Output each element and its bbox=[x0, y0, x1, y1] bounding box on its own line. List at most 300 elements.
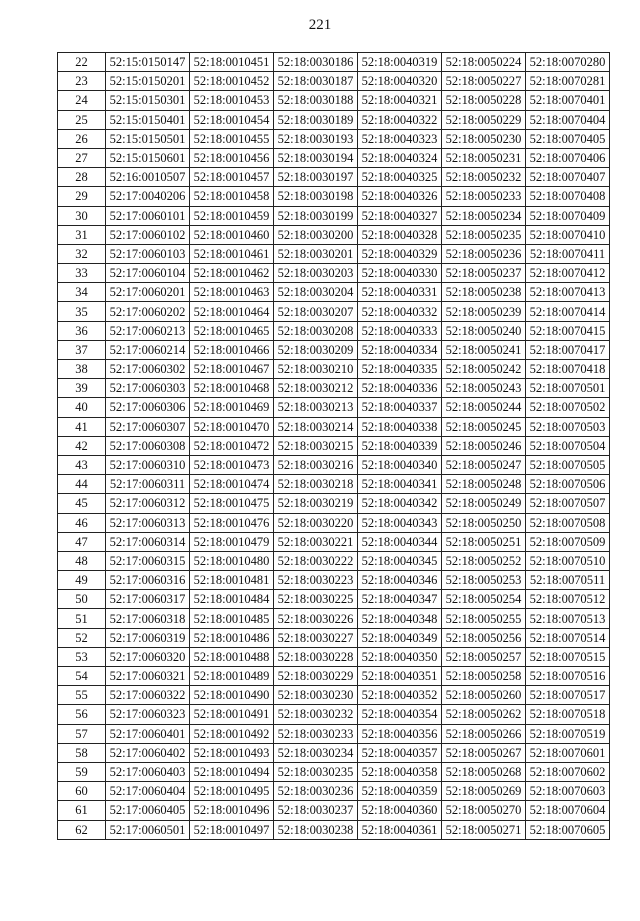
cadastral-number-cell: 52:18:0010474 bbox=[190, 475, 274, 494]
row-number-cell: 61 bbox=[58, 801, 106, 820]
cadastral-number-cell: 52:18:0040354 bbox=[358, 705, 442, 724]
row-number-cell: 52 bbox=[58, 628, 106, 647]
cadastral-number-cell: 52:18:0070601 bbox=[526, 743, 610, 762]
cadastral-number-cell: 52:18:0030215 bbox=[274, 436, 358, 455]
cadastral-number-cell: 52:18:0010469 bbox=[190, 398, 274, 417]
cadastral-number-cell: 52:18:0010488 bbox=[190, 647, 274, 666]
row-number-cell: 33 bbox=[58, 264, 106, 283]
cadastral-number-cell: 52:18:0040344 bbox=[358, 532, 442, 551]
cadastral-number-cell: 52:18:0050249 bbox=[442, 494, 526, 513]
cadastral-number-cell: 52:17:0060319 bbox=[106, 628, 190, 647]
cadastral-number-cell: 52:18:0010468 bbox=[190, 379, 274, 398]
table-row bbox=[58, 72, 610, 91]
cadastral-number-cell: 52:18:0030220 bbox=[274, 513, 358, 532]
cadastral-number-cell: 52:18:0050235 bbox=[442, 225, 526, 244]
cadastral-number-cell: 52:18:0030214 bbox=[274, 417, 358, 436]
cadastral-number-cell: 52:18:0010463 bbox=[190, 283, 274, 302]
cadastral-number-cell: 52:18:0070281 bbox=[526, 72, 610, 91]
row-number-cell: 42 bbox=[58, 436, 106, 455]
row-number-cell: 22 bbox=[58, 53, 106, 72]
cadastral-number-cell: 52:18:0030207 bbox=[274, 302, 358, 321]
cadastral-number-cell: 52:18:0040337 bbox=[358, 398, 442, 417]
row-number-cell: 47 bbox=[58, 532, 106, 551]
cadastral-number-cell: 52:18:0070415 bbox=[526, 321, 610, 340]
cadastral-number-cell: 52:18:0040320 bbox=[358, 72, 442, 91]
cadastral-number-cell: 52:18:0050271 bbox=[442, 820, 526, 839]
cadastral-number-cell: 52:18:0040323 bbox=[358, 129, 442, 148]
cadastral-table-container bbox=[57, 52, 610, 840]
cadastral-number-cell: 52:18:0070410 bbox=[526, 225, 610, 244]
table-row bbox=[58, 724, 610, 743]
cadastral-number-cell: 52:18:0040331 bbox=[358, 283, 442, 302]
cadastral-number-cell: 52:18:0030232 bbox=[274, 705, 358, 724]
row-number-cell: 36 bbox=[58, 321, 106, 340]
cadastral-number-cell: 52:18:0010472 bbox=[190, 436, 274, 455]
row-number-cell: 45 bbox=[58, 494, 106, 513]
cadastral-number-cell: 52:18:0050246 bbox=[442, 436, 526, 455]
cadastral-number-cell: 52:18:0050266 bbox=[442, 724, 526, 743]
cadastral-number-cell: 52:17:0060321 bbox=[106, 667, 190, 686]
table-row bbox=[58, 225, 610, 244]
table-row bbox=[58, 705, 610, 724]
cadastral-number-cell: 52:18:0030237 bbox=[274, 801, 358, 820]
cadastral-number-cell: 52:18:0040332 bbox=[358, 302, 442, 321]
row-number-cell: 31 bbox=[58, 225, 106, 244]
cadastral-number-cell: 52:18:0030225 bbox=[274, 590, 358, 609]
cadastral-number-cell: 52:18:0010458 bbox=[190, 187, 274, 206]
table-row bbox=[58, 820, 610, 839]
cadastral-number-cell: 52:18:0010451 bbox=[190, 53, 274, 72]
cadastral-number-cell: 52:18:0010490 bbox=[190, 686, 274, 705]
cadastral-number-cell: 52:18:0070507 bbox=[526, 494, 610, 513]
cadastral-number-cell: 52:18:0010496 bbox=[190, 801, 274, 820]
table-row bbox=[58, 647, 610, 666]
row-number-cell: 34 bbox=[58, 283, 106, 302]
row-number-cell: 39 bbox=[58, 379, 106, 398]
cadastral-number-cell: 52:18:0030228 bbox=[274, 647, 358, 666]
cadastral-number-cell: 52:18:0010491 bbox=[190, 705, 274, 724]
cadastral-number-cell: 52:18:0050232 bbox=[442, 168, 526, 187]
table-body bbox=[58, 53, 610, 840]
cadastral-number-cell: 52:18:0040349 bbox=[358, 628, 442, 647]
cadastral-number-cell: 52:18:0070280 bbox=[526, 53, 610, 72]
cadastral-number-cell: 52:18:0030221 bbox=[274, 532, 358, 551]
cadastral-number-cell: 52:18:0070508 bbox=[526, 513, 610, 532]
table-row bbox=[58, 455, 610, 474]
cadastral-number-cell: 52:17:0060318 bbox=[106, 609, 190, 628]
cadastral-number-cell: 52:18:0040340 bbox=[358, 455, 442, 474]
cadastral-number-cell: 52:17:0060202 bbox=[106, 302, 190, 321]
cadastral-number-cell: 52:17:0060317 bbox=[106, 590, 190, 609]
table-row bbox=[58, 187, 610, 206]
table-row bbox=[58, 321, 610, 340]
table-row bbox=[58, 801, 610, 820]
cadastral-number-cell: 52:17:0060103 bbox=[106, 244, 190, 263]
cadastral-number-cell: 52:18:0050252 bbox=[442, 551, 526, 570]
cadastral-number-cell: 52:18:0070513 bbox=[526, 609, 610, 628]
table-row bbox=[58, 551, 610, 570]
cadastral-number-cell: 52:18:0070404 bbox=[526, 110, 610, 129]
cadastral-number-cell: 52:18:0010481 bbox=[190, 571, 274, 590]
cadastral-number-cell: 52:18:0070414 bbox=[526, 302, 610, 321]
row-number-cell: 59 bbox=[58, 762, 106, 781]
cadastral-number-cell: 52:18:0010467 bbox=[190, 360, 274, 379]
cadastral-number-cell: 52:18:0030219 bbox=[274, 494, 358, 513]
cadastral-number-cell: 52:18:0040325 bbox=[358, 168, 442, 187]
cadastral-number-cell: 52:16:0010507 bbox=[106, 168, 190, 187]
cadastral-number-cell: 52:17:0060322 bbox=[106, 686, 190, 705]
cadastral-number-cell: 52:18:0070505 bbox=[526, 455, 610, 474]
cadastral-number-cell: 52:18:0030201 bbox=[274, 244, 358, 263]
cadastral-number-cell: 52:18:0050243 bbox=[442, 379, 526, 398]
cadastral-number-cell: 52:18:0030187 bbox=[274, 72, 358, 91]
cadastral-number-cell: 52:18:0070515 bbox=[526, 647, 610, 666]
cadastral-number-cell: 52:18:0040348 bbox=[358, 609, 442, 628]
cadastral-number-cell: 52:18:0050237 bbox=[442, 264, 526, 283]
cadastral-number-cell: 52:18:0070502 bbox=[526, 398, 610, 417]
cadastral-number-cell: 52:15:0150401 bbox=[106, 110, 190, 129]
cadastral-number-cell: 52:18:0040324 bbox=[358, 148, 442, 167]
row-number-cell: 55 bbox=[58, 686, 106, 705]
cadastral-number-cell: 52:18:0010470 bbox=[190, 417, 274, 436]
cadastral-number-cell: 52:18:0070504 bbox=[526, 436, 610, 455]
cadastral-number-cell: 52:18:0030234 bbox=[274, 743, 358, 762]
table-row bbox=[58, 206, 610, 225]
cadastral-number-cell: 52:18:0030212 bbox=[274, 379, 358, 398]
row-number-cell: 50 bbox=[58, 590, 106, 609]
cadastral-number-cell: 52:18:0040351 bbox=[358, 667, 442, 686]
cadastral-number-cell: 52:18:0070605 bbox=[526, 820, 610, 839]
row-number-cell: 28 bbox=[58, 168, 106, 187]
cadastral-number-cell: 52:17:0060307 bbox=[106, 417, 190, 436]
cadastral-number-cell: 52:18:0010486 bbox=[190, 628, 274, 647]
cadastral-number-cell: 52:17:0060214 bbox=[106, 340, 190, 359]
cadastral-number-cell: 52:18:0030235 bbox=[274, 762, 358, 781]
cadastral-number-cell: 52:17:0060101 bbox=[106, 206, 190, 225]
cadastral-number-cell: 52:18:0030210 bbox=[274, 360, 358, 379]
cadastral-number-cell: 52:18:0010476 bbox=[190, 513, 274, 532]
cadastral-number-cell: 52:18:0050256 bbox=[442, 628, 526, 647]
cadastral-number-cell: 52:15:0150601 bbox=[106, 148, 190, 167]
cadastral-number-cell: 52:18:0030218 bbox=[274, 475, 358, 494]
table-row bbox=[58, 302, 610, 321]
cadastral-number-cell: 52:18:0030204 bbox=[274, 283, 358, 302]
row-number-cell: 54 bbox=[58, 667, 106, 686]
cadastral-number-cell: 52:18:0070506 bbox=[526, 475, 610, 494]
cadastral-number-cell: 52:18:0050245 bbox=[442, 417, 526, 436]
table-row bbox=[58, 436, 610, 455]
cadastral-number-cell: 52:18:0030193 bbox=[274, 129, 358, 148]
row-number-cell: 35 bbox=[58, 302, 106, 321]
cadastral-number-cell: 52:18:0070407 bbox=[526, 168, 610, 187]
cadastral-number-cell: 52:18:0050255 bbox=[442, 609, 526, 628]
cadastral-number-cell: 52:17:0060102 bbox=[106, 225, 190, 244]
cadastral-number-cell: 52:17:0060320 bbox=[106, 647, 190, 666]
row-number-cell: 53 bbox=[58, 647, 106, 666]
cadastral-number-cell: 52:18:0010465 bbox=[190, 321, 274, 340]
row-number-cell: 23 bbox=[58, 72, 106, 91]
table-row bbox=[58, 782, 610, 801]
table-row bbox=[58, 743, 610, 762]
table-row bbox=[58, 475, 610, 494]
row-number-cell: 49 bbox=[58, 571, 106, 590]
table-row bbox=[58, 168, 610, 187]
cadastral-number-cell: 52:18:0040342 bbox=[358, 494, 442, 513]
table-row bbox=[58, 129, 610, 148]
cadastral-number-cell: 52:18:0030226 bbox=[274, 609, 358, 628]
table-row bbox=[58, 148, 610, 167]
cadastral-number-cell: 52:17:0060306 bbox=[106, 398, 190, 417]
row-number-cell: 27 bbox=[58, 148, 106, 167]
cadastral-number-cell: 52:18:0050242 bbox=[442, 360, 526, 379]
cadastral-number-cell: 52:17:0060316 bbox=[106, 571, 190, 590]
cadastral-number-cell: 52:18:0050240 bbox=[442, 321, 526, 340]
cadastral-number-cell: 52:18:0010459 bbox=[190, 206, 274, 225]
cadastral-number-cell: 52:18:0050267 bbox=[442, 743, 526, 762]
cadastral-number-cell: 52:18:0050247 bbox=[442, 455, 526, 474]
cadastral-number-cell: 52:18:0030222 bbox=[274, 551, 358, 570]
table-row bbox=[58, 379, 610, 398]
cadastral-number-cell: 52:18:0010479 bbox=[190, 532, 274, 551]
cadastral-number-cell: 52:18:0040346 bbox=[358, 571, 442, 590]
table-row bbox=[58, 264, 610, 283]
cadastral-number-cell: 52:18:0040322 bbox=[358, 110, 442, 129]
cadastral-number-cell: 52:18:0040321 bbox=[358, 91, 442, 110]
row-number-cell: 58 bbox=[58, 743, 106, 762]
table-row bbox=[58, 532, 610, 551]
table-row bbox=[58, 590, 610, 609]
cadastral-number-cell: 52:17:0060310 bbox=[106, 455, 190, 474]
cadastral-number-cell: 52:18:0070511 bbox=[526, 571, 610, 590]
cadastral-number-cell: 52:18:0070503 bbox=[526, 417, 610, 436]
cadastral-number-cell: 52:17:0060313 bbox=[106, 513, 190, 532]
cadastral-number-cell: 52:18:0070409 bbox=[526, 206, 610, 225]
cadastral-number-cell: 52:17:0060311 bbox=[106, 475, 190, 494]
table-row bbox=[58, 667, 610, 686]
cadastral-number-cell: 52:18:0050262 bbox=[442, 705, 526, 724]
cadastral-number-cell: 52:18:0030213 bbox=[274, 398, 358, 417]
cadastral-number-cell: 52:18:0050258 bbox=[442, 667, 526, 686]
cadastral-number-cell: 52:18:0070517 bbox=[526, 686, 610, 705]
row-number-cell: 38 bbox=[58, 360, 106, 379]
cadastral-number-cell: 52:18:0010453 bbox=[190, 91, 274, 110]
row-number-cell: 41 bbox=[58, 417, 106, 436]
table-row bbox=[58, 762, 610, 781]
cadastral-number-cell: 52:18:0030194 bbox=[274, 148, 358, 167]
cadastral-number-cell: 52:18:0010495 bbox=[190, 782, 274, 801]
cadastral-number-cell: 52:18:0070411 bbox=[526, 244, 610, 263]
table-row bbox=[58, 686, 610, 705]
row-number-cell: 62 bbox=[58, 820, 106, 839]
cadastral-number-cell: 52:18:0010464 bbox=[190, 302, 274, 321]
row-number-cell: 48 bbox=[58, 551, 106, 570]
cadastral-number-cell: 52:18:0010462 bbox=[190, 264, 274, 283]
cadastral-number-cell: 52:18:0070408 bbox=[526, 187, 610, 206]
cadastral-number-cell: 52:17:0060315 bbox=[106, 551, 190, 570]
cadastral-number-cell: 52:18:0070401 bbox=[526, 91, 610, 110]
cadastral-number-cell: 52:17:0040206 bbox=[106, 187, 190, 206]
cadastral-number-cell: 52:18:0040347 bbox=[358, 590, 442, 609]
cadastral-number-cell: 52:18:0050229 bbox=[442, 110, 526, 129]
row-number-cell: 40 bbox=[58, 398, 106, 417]
cadastral-number-cell: 52:18:0070514 bbox=[526, 628, 610, 647]
cadastral-number-cell: 52:18:0050269 bbox=[442, 782, 526, 801]
cadastral-number-cell: 52:18:0070519 bbox=[526, 724, 610, 743]
cadastral-number-cell: 52:18:0040345 bbox=[358, 551, 442, 570]
table-row bbox=[58, 360, 610, 379]
table-row bbox=[58, 513, 610, 532]
cadastral-number-cell: 52:18:0030236 bbox=[274, 782, 358, 801]
cadastral-number-cell: 52:18:0070405 bbox=[526, 129, 610, 148]
cadastral-number-cell: 52:18:0050231 bbox=[442, 148, 526, 167]
row-number-cell: 51 bbox=[58, 609, 106, 628]
cadastral-number-cell: 52:18:0010466 bbox=[190, 340, 274, 359]
cadastral-number-cell: 52:18:0050234 bbox=[442, 206, 526, 225]
table-row bbox=[58, 340, 610, 359]
cadastral-number-cell: 52:18:0030197 bbox=[274, 168, 358, 187]
cadastral-number-cell: 52:18:0050239 bbox=[442, 302, 526, 321]
row-number-cell: 60 bbox=[58, 782, 106, 801]
row-number-cell: 56 bbox=[58, 705, 106, 724]
cadastral-number-cell: 52:18:0010452 bbox=[190, 72, 274, 91]
cadastral-number-cell: 52:17:0060201 bbox=[106, 283, 190, 302]
cadastral-number-cell: 52:18:0030199 bbox=[274, 206, 358, 225]
cadastral-number-cell: 52:18:0040328 bbox=[358, 225, 442, 244]
cadastral-number-cell: 52:18:0050228 bbox=[442, 91, 526, 110]
cadastral-number-cell: 52:18:0040343 bbox=[358, 513, 442, 532]
cadastral-number-cell: 52:17:0060213 bbox=[106, 321, 190, 340]
row-number-cell: 24 bbox=[58, 91, 106, 110]
cadastral-number-cell: 52:18:0030186 bbox=[274, 53, 358, 72]
page-number: 221 bbox=[308, 17, 332, 33]
cadastral-number-cell: 52:18:0050254 bbox=[442, 590, 526, 609]
cadastral-number-cell: 52:18:0040335 bbox=[358, 360, 442, 379]
cadastral-number-cell: 52:15:0150501 bbox=[106, 129, 190, 148]
cadastral-number-cell: 52:18:0040326 bbox=[358, 187, 442, 206]
table-row bbox=[58, 417, 610, 436]
cadastral-number-cell: 52:17:0060303 bbox=[106, 379, 190, 398]
cadastral-number-cell: 52:18:0040357 bbox=[358, 743, 442, 762]
cadastral-number-cell: 52:18:0050233 bbox=[442, 187, 526, 206]
cadastral-number-cell: 52:18:0050260 bbox=[442, 686, 526, 705]
cadastral-number-cell: 52:18:0040334 bbox=[358, 340, 442, 359]
cadastral-number-cell: 52:17:0060323 bbox=[106, 705, 190, 724]
cadastral-number-cell: 52:18:0040327 bbox=[358, 206, 442, 225]
cadastral-number-cell: 52:18:0070512 bbox=[526, 590, 610, 609]
cadastral-number-cell: 52:18:0010480 bbox=[190, 551, 274, 570]
cadastral-number-cell: 52:17:0060312 bbox=[106, 494, 190, 513]
cadastral-number-cell: 52:18:0050241 bbox=[442, 340, 526, 359]
table-row bbox=[58, 398, 610, 417]
row-number-cell: 43 bbox=[58, 455, 106, 474]
cadastral-number-cell: 52:18:0040329 bbox=[358, 244, 442, 263]
cadastral-number-cell: 52:18:0050244 bbox=[442, 398, 526, 417]
cadastral-number-cell: 52:18:0010460 bbox=[190, 225, 274, 244]
cadastral-number-cell: 52:18:0070510 bbox=[526, 551, 610, 570]
cadastral-number-cell: 52:18:0030238 bbox=[274, 820, 358, 839]
row-number-cell: 32 bbox=[58, 244, 106, 263]
cadastral-number-cell: 52:18:0040330 bbox=[358, 264, 442, 283]
cadastral-number-cell: 52:18:0040319 bbox=[358, 53, 442, 72]
cadastral-number-cell: 52:18:0050257 bbox=[442, 647, 526, 666]
cadastral-number-cell: 52:18:0040333 bbox=[358, 321, 442, 340]
cadastral-number-cell: 52:18:0040338 bbox=[358, 417, 442, 436]
cadastral-number-cell: 52:18:0030198 bbox=[274, 187, 358, 206]
cadastral-number-cell: 52:18:0070518 bbox=[526, 705, 610, 724]
cadastral-number-cell: 52:17:0060404 bbox=[106, 782, 190, 801]
cadastral-number-cell: 52:18:0030209 bbox=[274, 340, 358, 359]
table-row bbox=[58, 628, 610, 647]
row-number-cell: 29 bbox=[58, 187, 106, 206]
cadastral-number-cell: 52:18:0010494 bbox=[190, 762, 274, 781]
cadastral-number-cell: 52:15:0150201 bbox=[106, 72, 190, 91]
table-row bbox=[58, 609, 610, 628]
cadastral-number-cell: 52:18:0040361 bbox=[358, 820, 442, 839]
cadastral-number-cell: 52:18:0070418 bbox=[526, 360, 610, 379]
cadastral-number-cell: 52:18:0010455 bbox=[190, 129, 274, 148]
table-row bbox=[58, 244, 610, 263]
table-row bbox=[58, 494, 610, 513]
cadastral-number-cell: 52:18:0050224 bbox=[442, 53, 526, 72]
cadastral-number-cell: 52:18:0050270 bbox=[442, 801, 526, 820]
cadastral-number-cell: 52:18:0040339 bbox=[358, 436, 442, 455]
cadastral-number-cell: 52:18:0050268 bbox=[442, 762, 526, 781]
row-number-cell: 57 bbox=[58, 724, 106, 743]
cadastral-number-cell: 52:18:0050248 bbox=[442, 475, 526, 494]
cadastral-number-cell: 52:18:0030233 bbox=[274, 724, 358, 743]
cadastral-number-cell: 52:18:0070603 bbox=[526, 782, 610, 801]
cadastral-numbers-table bbox=[57, 52, 610, 840]
cadastral-number-cell: 52:18:0010456 bbox=[190, 148, 274, 167]
cadastral-number-cell: 52:17:0060401 bbox=[106, 724, 190, 743]
cadastral-number-cell: 52:17:0060104 bbox=[106, 264, 190, 283]
row-number-cell: 25 bbox=[58, 110, 106, 129]
cadastral-number-cell: 52:18:0010492 bbox=[190, 724, 274, 743]
cadastral-number-cell: 52:18:0070516 bbox=[526, 667, 610, 686]
cadastral-number-cell: 52:18:0040352 bbox=[358, 686, 442, 705]
row-number-cell: 46 bbox=[58, 513, 106, 532]
cadastral-number-cell: 52:18:0070604 bbox=[526, 801, 610, 820]
cadastral-number-cell: 52:17:0060402 bbox=[106, 743, 190, 762]
cadastral-number-cell: 52:18:0010485 bbox=[190, 609, 274, 628]
cadastral-number-cell: 52:18:0070602 bbox=[526, 762, 610, 781]
row-number-cell: 37 bbox=[58, 340, 106, 359]
cadastral-number-cell: 52:18:0050251 bbox=[442, 532, 526, 551]
cadastral-number-cell: 52:18:0040350 bbox=[358, 647, 442, 666]
cadastral-number-cell: 52:18:0070413 bbox=[526, 283, 610, 302]
table-row bbox=[58, 53, 610, 72]
cadastral-number-cell: 52:18:0030227 bbox=[274, 628, 358, 647]
cadastral-number-cell: 52:17:0060403 bbox=[106, 762, 190, 781]
cadastral-number-cell: 52:15:0150147 bbox=[106, 53, 190, 72]
cadastral-number-cell: 52:18:0050236 bbox=[442, 244, 526, 263]
cadastral-number-cell: 52:18:0070412 bbox=[526, 264, 610, 283]
table-row bbox=[58, 91, 610, 110]
cadastral-number-cell: 52:18:0070406 bbox=[526, 148, 610, 167]
cadastral-number-cell: 52:18:0040360 bbox=[358, 801, 442, 820]
cadastral-number-cell: 52:18:0030229 bbox=[274, 667, 358, 686]
cadastral-number-cell: 52:18:0010484 bbox=[190, 590, 274, 609]
cadastral-number-cell: 52:18:0010493 bbox=[190, 743, 274, 762]
cadastral-number-cell: 52:18:0050230 bbox=[442, 129, 526, 148]
cadastral-number-cell: 52:18:0050250 bbox=[442, 513, 526, 532]
row-number-cell: 44 bbox=[58, 475, 106, 494]
cadastral-number-cell: 52:18:0030203 bbox=[274, 264, 358, 283]
cadastral-number-cell: 52:17:0060308 bbox=[106, 436, 190, 455]
table-row bbox=[58, 571, 610, 590]
row-number-cell: 26 bbox=[58, 129, 106, 148]
cadastral-number-cell: 52:18:0010475 bbox=[190, 494, 274, 513]
